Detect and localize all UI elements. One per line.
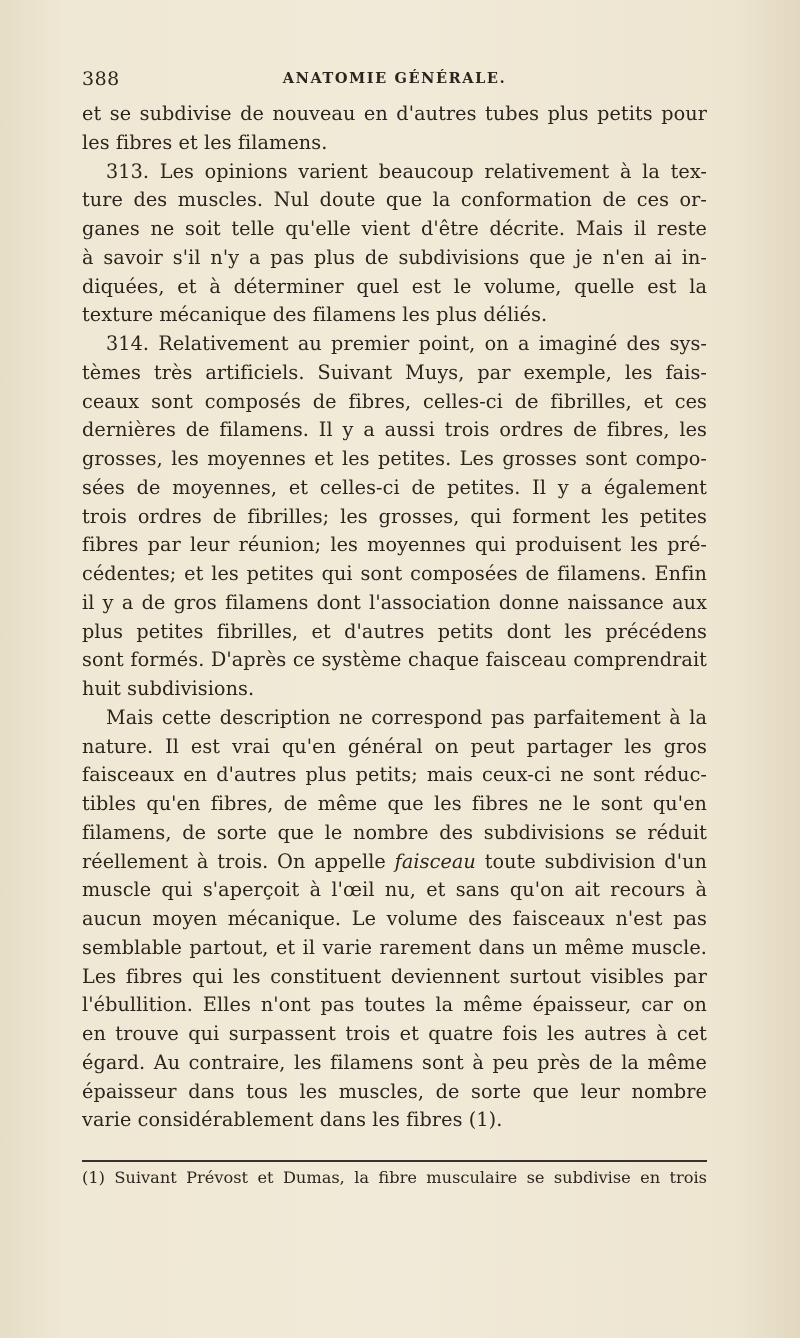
text-segment: réellement à trois. On appelle [82,849,386,873]
page-header [82,68,707,96]
text-line: 313. Les opinions varient beaucoup relativement à la tex- [106,159,707,183]
text-line: ture des muscles. Nul doute que la conformation de ces or- [82,188,707,212]
text-line: grosses, les moyennes et les petites. Les grosses sont compo- [82,447,707,470]
text-line: varie considérablement dans les fibres (1). [82,1108,503,1132]
text-line: à savoir s'il n'y a pas plus de subdivisions que je n'en ai in- [82,245,707,269]
text-line: dernières de filamens. Il y a aussi trois ordres de fibres, les [82,418,707,442]
page-number: 388 [82,68,120,90]
text-line: faisceaux en d'autres plus petits; mais ceux-ci ne sont réduc- [82,763,707,787]
text-line: sées de moyennes, et celles-ci de petites. Il y a également [82,475,707,499]
text-line: il y a de gros filamens dont l'association donne naissance aux [82,590,707,614]
text-line: aucun moyen mécanique. Le volume des faisceaux n'est pas [82,907,707,930]
text-line: tibles qu'en fibres, de même que les fibres ne le sont qu'en [82,792,707,815]
text-line: tèmes très artificiels. Suivant Muys, par exemple, les fais- [82,360,707,384]
text-line: filamens, de sorte que le nombre des subdivisions se réduit [82,820,707,844]
text-line: diquées, et à déterminer quel est le volume, quelle est la [82,274,707,298]
text-line: nature. Il est vrai qu'en général on peut partager les gros [82,734,707,758]
text-line: ganes ne soit telle qu'elle vient d'être décrite. Mais il reste [82,217,707,240]
text-line: ceaux sont composés de fibres, celles-ci de fibrilles, et ces [82,389,707,413]
footnote: (1) Suivant Prévost et Dumas, la fibre musculaire se subdivise en trois [82,1168,707,1187]
text-line [82,848,707,877]
text-line: 314. Relativement au premier point, on a imaginé des sys- [106,332,707,355]
text-line: égard. Au contraire, les filamens sont à peu près de la même [82,1050,707,1074]
text-segment: toute subdivision d'un [484,849,707,873]
body-text [82,100,707,1135]
text-line: trois ordres de fibrilles; les grosses, qui forment les petites [82,504,707,528]
text-line: cédentes; et les petites qui sont composées de filamens. Enfin [82,562,707,585]
text-line: en trouve qui surpassent trois et quatre fois les autres à cet [82,1022,707,1045]
italic-term: faisceau [394,849,476,873]
text-line: plus petites fibrilles, et d'autres petits dont les précédens [82,619,707,643]
text-line: huit subdivisions. [82,677,255,700]
text-line: l'ébullition. Elles n'ont pas toutes la même épaisseur, car on [82,993,707,1017]
footnote-divider [82,1160,707,1162]
text-line: épaisseur dans tous les muscles, de sorte que leur nombre [82,1079,707,1103]
text-line: fibres par leur réunion; les moyennes qui produisent les pré- [82,533,707,557]
text-line: Mais cette description ne correspond pas parfaitement à la [106,705,707,729]
text-line: les fibres et les filamens. [82,130,328,154]
text-line: texture mécanique des filamens les plus déliés. [82,303,548,327]
text-line: semblable partout, et il varie rarement dans un même muscle. [82,935,707,959]
running-head: ANATOMIE GÉNÉRALE. [282,70,507,87]
text-line: sont formés. D'après ce système chaque faisceau comprendrait [82,648,707,672]
text-line: muscle qui s'aperçoit à l'œil nu, et sans qu'on ait recours à [82,878,707,902]
text-line: et se subdivise de nouveau en d'autres tubes plus petits pour [82,102,707,125]
text-line: Les fibres qui les constituent deviennent surtout visibles par [82,964,707,988]
